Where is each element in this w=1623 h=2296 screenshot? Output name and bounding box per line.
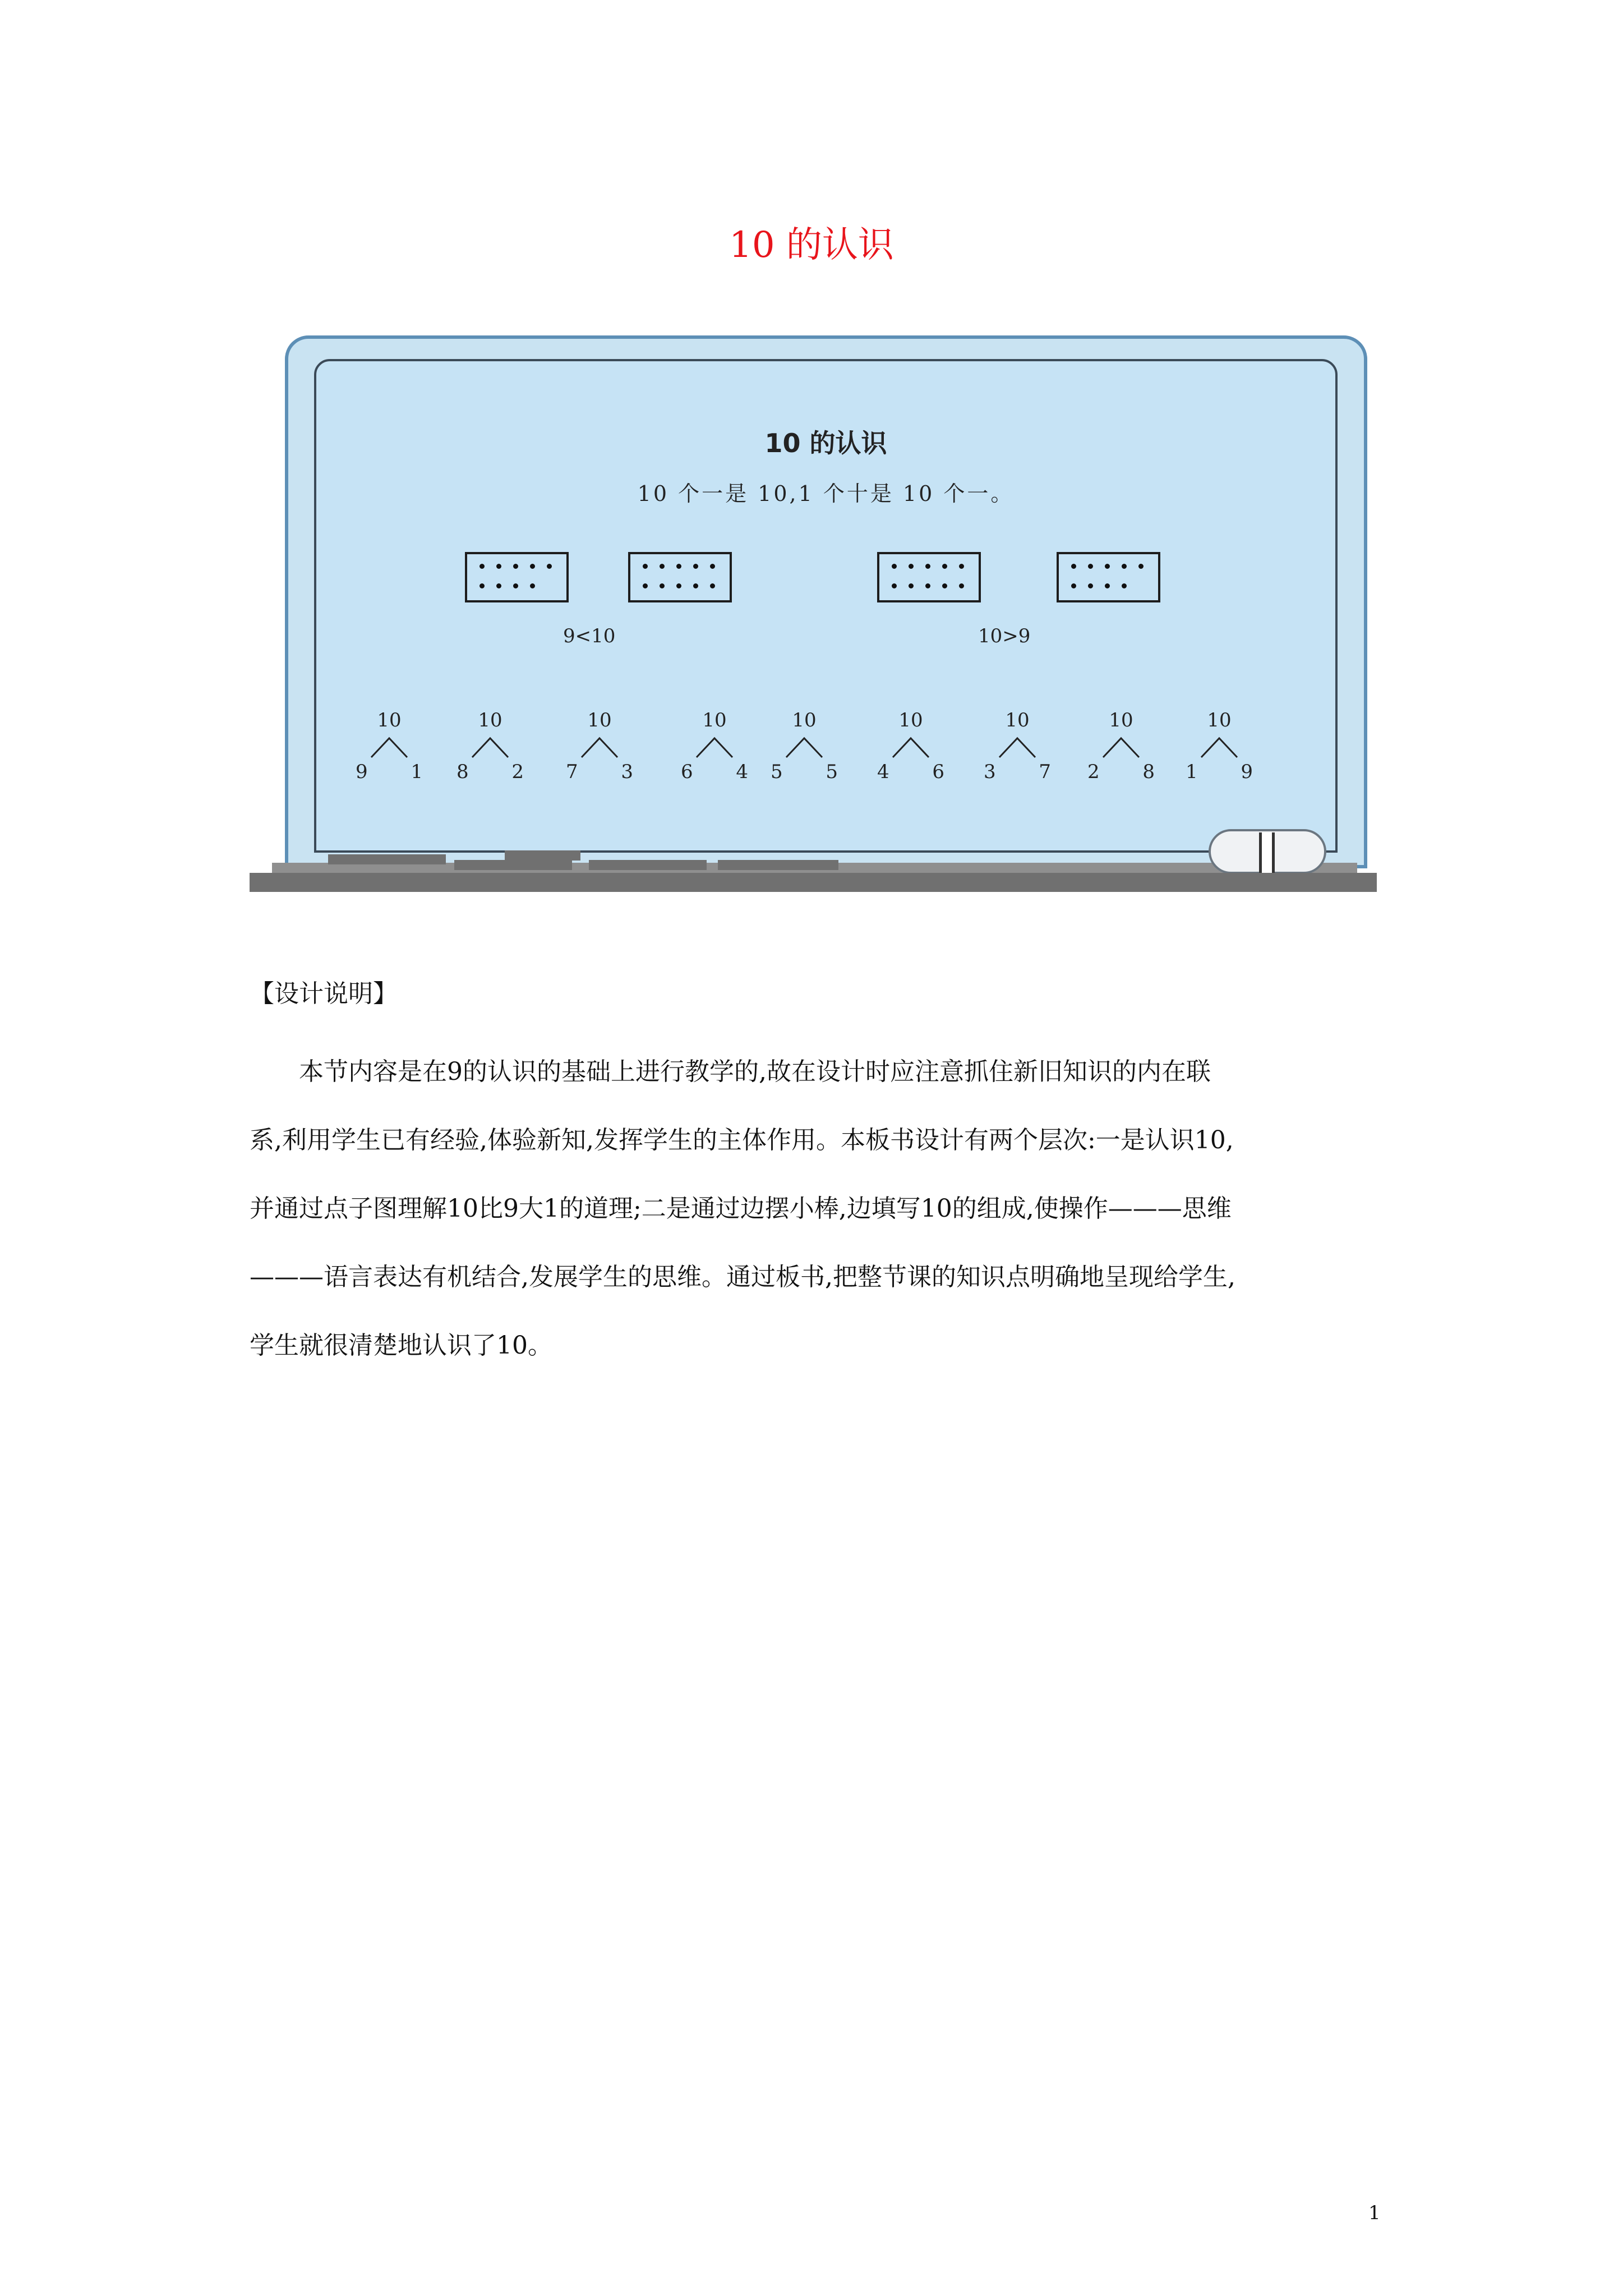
dot [892, 583, 897, 588]
paragraph-line: ———语言表达有机结合,发展学生的思维。通过板书,把整节课的知识点明确地呈现给学生, [250, 1263, 1235, 1291]
blackboard-surface [314, 359, 1338, 853]
dot [479, 564, 485, 569]
tree-left: 9 [356, 761, 368, 783]
dot [1071, 564, 1076, 569]
dot [676, 583, 681, 588]
tree-left: 3 [984, 761, 996, 783]
tree-left: 6 [681, 761, 693, 783]
dot-box [465, 552, 569, 602]
chalk-stick [589, 860, 707, 870]
tree-left: 4 [877, 761, 889, 783]
dot [643, 583, 648, 588]
tree-left: 1 [1186, 761, 1198, 783]
paragraph-line: 本节内容是在9的认识的基础上进行教学的,故在设计时应注意抓住新旧知识的内在联 [299, 1057, 1211, 1086]
compare-greater: 10>9 [978, 625, 1031, 647]
tree-top: 10 [1005, 709, 1030, 731]
dot [1088, 583, 1093, 588]
dot [530, 583, 535, 588]
board-sentence: 10 个一是 10,1 个十是 10 个一。 [637, 481, 1015, 506]
dot [693, 583, 698, 588]
tree-left: 8 [457, 761, 469, 783]
dot [496, 564, 501, 569]
tree-top: 10 [587, 709, 612, 731]
dot [1138, 564, 1144, 569]
tree-top: 10 [1109, 709, 1133, 731]
dot [1088, 564, 1093, 569]
composition-tree [1087, 709, 1155, 783]
tree-right: 1 [411, 761, 423, 783]
chalk-stick [718, 860, 838, 870]
dot [1105, 583, 1110, 588]
dot [1105, 564, 1110, 569]
dot [710, 583, 715, 588]
dot [496, 583, 501, 588]
paragraph-line: 系,利用学生已有经验,体验新知,发挥学生的主体作用。本板书设计有两个层次:一是认识10, [250, 1126, 1234, 1154]
page-number: 1 [1368, 2202, 1381, 2224]
tree-right: 5 [826, 761, 838, 783]
tree-right: 2 [511, 761, 524, 783]
composition-tree [984, 709, 1051, 783]
composition-tree [457, 709, 524, 783]
dot [643, 564, 648, 569]
tree-top: 10 [1207, 709, 1232, 731]
dot-box [877, 552, 981, 602]
tree-branches [457, 736, 524, 758]
tree-right: 7 [1039, 761, 1051, 783]
tree-right: 4 [736, 761, 748, 783]
blackboard-illustration [250, 335, 1377, 891]
chalk-ledge [250, 873, 1377, 892]
composition-tree [681, 709, 748, 783]
tree-left: 5 [771, 761, 783, 783]
dot [479, 583, 485, 588]
tree-top: 10 [898, 709, 923, 731]
dot [676, 564, 681, 569]
tree-branches [877, 736, 944, 758]
tree-left: 2 [1087, 761, 1100, 783]
section-label: 【设计说明】 [250, 979, 398, 1008]
page-title: 10 的认识 [729, 224, 894, 266]
tree-top: 10 [792, 709, 817, 731]
dot [892, 564, 897, 569]
dot [710, 564, 715, 569]
paragraph-line: 学生就很清楚地认识了10。 [250, 1331, 552, 1360]
dot [513, 564, 518, 569]
dot [959, 583, 964, 588]
tree-top: 10 [377, 709, 402, 731]
composition-tree [877, 709, 944, 783]
composition-tree [1186, 709, 1253, 783]
tree-top: 10 [702, 709, 727, 731]
design-paragraph [250, 1038, 1382, 1380]
dot [1122, 564, 1127, 569]
tree-branches [1186, 736, 1253, 758]
tree-branches [771, 736, 838, 758]
tree-branches [984, 736, 1051, 758]
dot-box [628, 552, 732, 602]
dot [925, 583, 930, 588]
dot [513, 583, 518, 588]
dot [942, 564, 947, 569]
tree-branches [566, 736, 633, 758]
tree-right: 3 [621, 761, 633, 783]
tree-left: 7 [566, 761, 578, 783]
tree-branches [1087, 736, 1155, 758]
tree-top: 10 [478, 709, 502, 731]
paragraph-line: 并通过点子图理解10比9大1的道理;二是通过边摆小棒,边填写10的组成,使操作———思维 [250, 1194, 1232, 1223]
dot [1122, 583, 1127, 588]
composition-tree [566, 709, 633, 783]
composition-tree [771, 709, 838, 783]
dot [1071, 583, 1076, 588]
dot [909, 564, 914, 569]
tree-right: 8 [1142, 761, 1155, 783]
tree-branches [356, 736, 423, 758]
dot-box [1057, 552, 1160, 602]
dot [547, 564, 552, 569]
composition-tree [356, 709, 423, 783]
dot [693, 564, 698, 569]
dot [942, 583, 947, 588]
board-heading: 10 的认识 [764, 428, 887, 458]
chalk-stick [328, 854, 446, 864]
dot [660, 583, 665, 588]
dot [909, 583, 914, 588]
compare-less: 9<10 [563, 625, 616, 647]
eraser-strip [1259, 832, 1275, 874]
dot [660, 564, 665, 569]
tree-right: 9 [1241, 761, 1253, 783]
dot [959, 564, 964, 569]
dot [530, 564, 535, 569]
chalk-stick [505, 850, 580, 861]
chalk-stick [454, 860, 572, 870]
tree-branches [681, 736, 748, 758]
tree-right: 6 [932, 761, 944, 783]
dot [925, 564, 930, 569]
